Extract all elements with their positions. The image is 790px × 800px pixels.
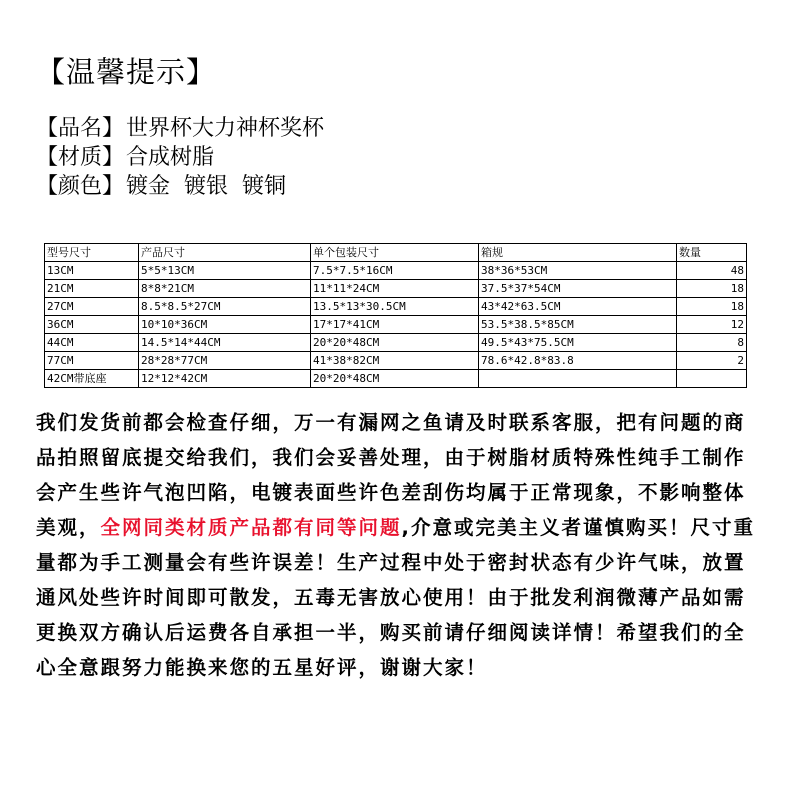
cell-quantity: 18 [677, 280, 747, 298]
table-row [45, 370, 747, 388]
table-row [45, 298, 747, 316]
cell-model-size: 42CM带底座 [45, 370, 139, 388]
notice-text: 我们发货前都会检查仔细，万一有漏网之鱼请及时联系客服，把有问题的商品拍照留底提交给我们，我们会妥善处理，由于树脂材质特殊性纯手工制作会产生些许气泡凹陷，电镀表面些许色差刮伤均属于正常现象，不影响整体美观， [36, 411, 746, 539]
cell-quantity: 12 [677, 316, 747, 334]
header-package-size: 单个包装尺寸 [311, 244, 479, 262]
product-specs [36, 114, 324, 201]
cell-model-size: 36CM [45, 316, 139, 334]
table-row [45, 316, 747, 334]
cell-carton-size: 38*36*53CM [479, 262, 677, 280]
cell-package-size: 41*38*82CM [311, 352, 479, 370]
spec-name [36, 114, 324, 143]
header-carton-size: 箱规 [479, 244, 677, 262]
size-table [44, 243, 747, 388]
cell-carton-size: 78.6*42.8*83.8 [479, 352, 677, 370]
cell-package-size: 20*20*48CM [311, 370, 479, 388]
cell-package-size: 7.5*7.5*16CM [311, 262, 479, 280]
cell-model-size: 77CM [45, 352, 139, 370]
cell-carton-size [479, 370, 677, 388]
cell-quantity: 48 [677, 262, 747, 280]
cell-quantity: 2 [677, 352, 747, 370]
table-row [45, 352, 747, 370]
cell-quantity [677, 370, 747, 388]
cell-product-size: 28*28*77CM [139, 352, 311, 370]
spec-value: 合成树脂 [126, 145, 215, 170]
cell-model-size: 27CM [45, 298, 139, 316]
table-row [45, 262, 747, 280]
cell-model-size: 13CM [45, 262, 139, 280]
notice-paragraph [36, 405, 766, 685]
cell-carton-size: 37.5*37*54CM [479, 280, 677, 298]
cell-quantity: 8 [677, 334, 747, 352]
cell-quantity: 18 [677, 298, 747, 316]
cell-carton-size: 53.5*38.5*85CM [479, 316, 677, 334]
spec-color [36, 172, 324, 201]
cell-package-size: 13.5*13*30.5CM [311, 298, 479, 316]
table-row [45, 334, 747, 352]
cell-product-size: 8*8*21CM [139, 280, 311, 298]
cell-product-size: 10*10*36CM [139, 316, 311, 334]
header-model-size: 型号尺寸 [45, 244, 139, 262]
cell-product-size: 8.5*8.5*27CM [139, 298, 311, 316]
table-row [45, 280, 747, 298]
spec-label: 【品名】 [36, 116, 125, 141]
spec-value: 世界杯大力神杯奖杯 [126, 116, 325, 141]
spec-value: 镀金 镀银 镀铜 [126, 174, 286, 199]
cell-product-size: 14.5*14*44CM [139, 334, 311, 352]
cell-carton-size: 43*42*63.5CM [479, 298, 677, 316]
cell-model-size: 44CM [45, 334, 139, 352]
cell-package-size: 20*20*48CM [311, 334, 479, 352]
cell-model-size: 21CM [45, 280, 139, 298]
cell-package-size: 17*17*41CM [311, 316, 479, 334]
cell-carton-size: 49.5*43*75.5CM [479, 334, 677, 352]
notice-highlight: 全网同类材质产品都有同等问题 [100, 516, 402, 539]
header-product-size: 产品尺寸 [139, 244, 311, 262]
spec-label: 【颜色】 [36, 174, 125, 199]
header-quantity: 数量 [677, 244, 747, 262]
spec-label: 【材质】 [36, 145, 125, 170]
notice-text: ,介意或完美主义者谨慎购买！尺寸重量都为手工测量会有些许误差！生产过程中处于密封状态有少许气味，放置通风处些许时间即可散发，五毒无害放心使用！由于批发利润微薄产品如需更换双方确认后运费各自承担一半，购买前请仔细阅读详情！希望我们的全心全意跟努力能换来您的五星好评，谢谢大家！ [36, 516, 755, 679]
cell-package-size: 11*11*24CM [311, 280, 479, 298]
page-title: 【温馨提示】 [36, 55, 217, 89]
spec-material [36, 143, 324, 172]
cell-product-size: 12*12*42CM [139, 370, 311, 388]
table-header-row [45, 244, 747, 262]
cell-product-size: 5*5*13CM [139, 262, 311, 280]
